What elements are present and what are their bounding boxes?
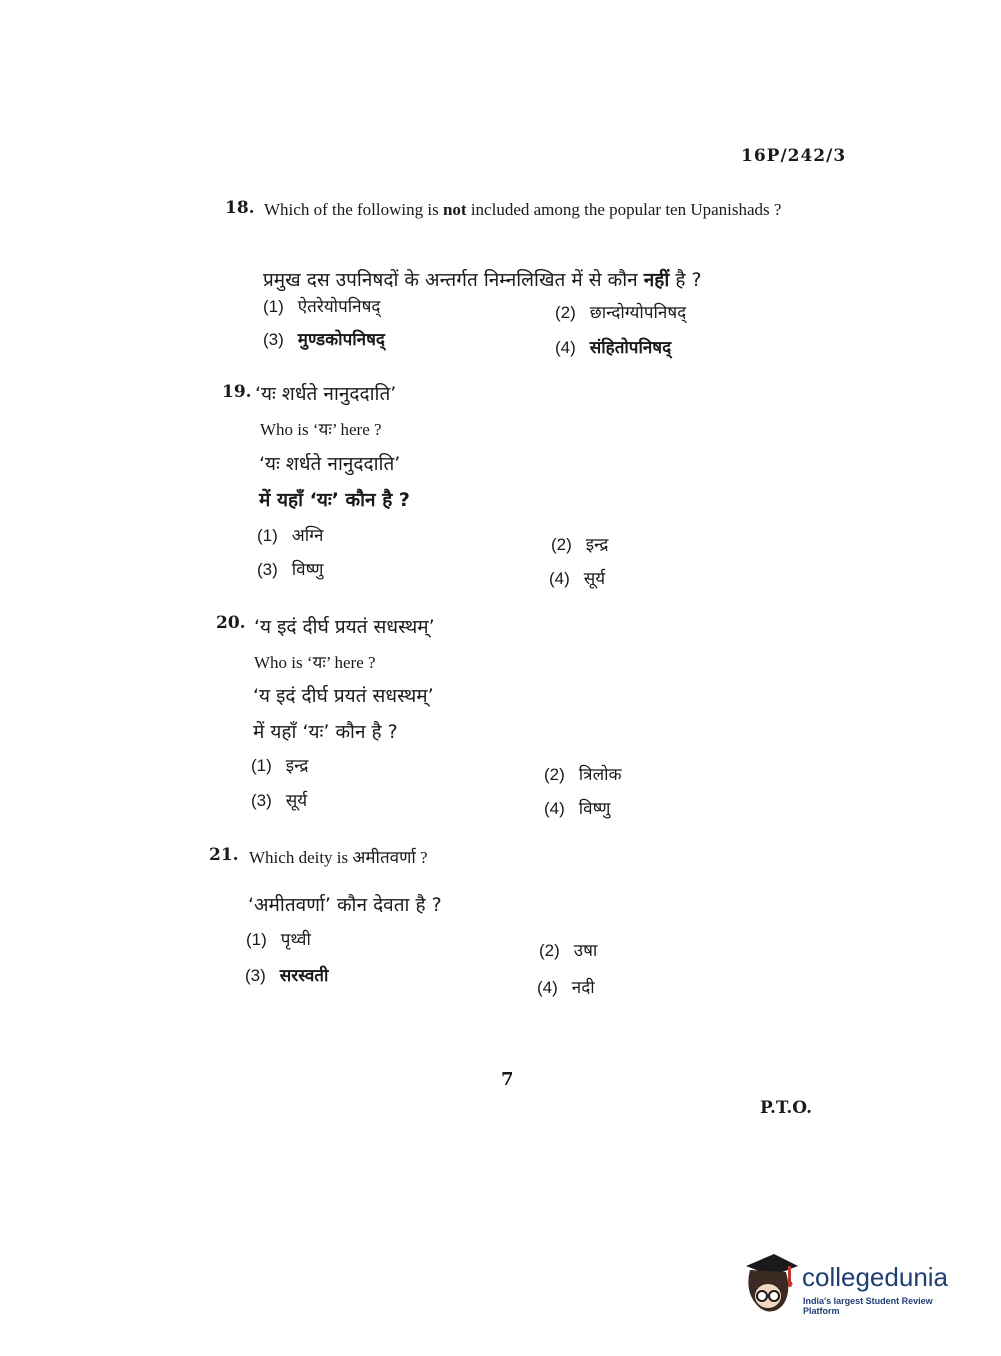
question-text-en: Who is ‘यः’ here ? <box>260 420 382 439</box>
question-text-hi: ‘अमीतवर्णा’ कौन देवता है ? <box>248 894 442 916</box>
option-2: (2) इन्द्र <box>551 535 609 555</box>
option-3: (3) सूर्य <box>251 791 308 811</box>
option-1: (1) पृथ्वी <box>246 930 311 950</box>
mascot-icon <box>740 1250 800 1316</box>
question-number: 20. <box>216 613 246 633</box>
option-2: (2) त्रिलोक <box>544 765 622 785</box>
option-4: (4) विष्णु <box>544 799 611 819</box>
question-text-en: Who is ‘यः’ here ? <box>254 653 376 672</box>
brand-name: collegedunia <box>802 1262 949 1292</box>
page-number: 7 <box>501 1069 514 1090</box>
question-text-hi: में यहाँ ‘यः’ कौन है ? <box>253 721 398 743</box>
question-quote: ‘य इदं दीर्घ प्रयतं सधस्थम्’ <box>254 616 435 638</box>
option-1: (1) ऐतरेयोपनिषद् <box>263 297 381 317</box>
option-3: (3) मुण्डकोपनिषद् <box>263 330 385 350</box>
option-1: (1) अग्नि <box>257 526 324 546</box>
question-text-hi: में यहाँ ‘यः’ कौन है ? <box>259 489 410 511</box>
pto-label: P.T.O. <box>760 1098 812 1118</box>
question-text-hi: प्रमुख दस उपनिषदों के अन्तर्गत निम्नलिखित में से कौन नहीं है ? <box>263 269 702 291</box>
option-4: (4) सूर्य <box>549 569 606 589</box>
question-number: 18. <box>225 198 255 218</box>
question-text-en: Which of the following is not included among the popular ten Upanishads ? <box>264 200 782 219</box>
collegedunia-watermark <box>740 1248 970 1318</box>
question-text-en: Which deity is अमीतवर्णा ? <box>249 848 428 867</box>
question-quote-hi: ‘य इदं दीर्घ प्रयतं सधस्थम्’ <box>253 685 434 707</box>
question-quote: ‘यः शर्धते नानुददाति’ <box>255 383 397 405</box>
question-number: 21. <box>209 845 239 865</box>
option-3: (3) सरस्वती <box>245 966 329 986</box>
option-4: (4) नदी <box>537 978 595 998</box>
option-2: (2) उषा <box>539 941 598 961</box>
option-2: (2) छान्दोग्योपनिषद् <box>555 303 687 323</box>
question-quote-hi: ‘यः शर्धते नानुददाति’ <box>259 453 401 475</box>
question-number: 19. <box>222 382 252 402</box>
brand-tagline: India's largest Student Review Platform <box>803 1296 933 1316</box>
option-4: (4) संहितोपनिषद् <box>555 338 672 358</box>
option-1: (1) इन्द्र <box>251 756 309 776</box>
option-3: (3) विष्णु <box>257 560 324 580</box>
paper-code: 16P/242/3 <box>741 146 847 166</box>
